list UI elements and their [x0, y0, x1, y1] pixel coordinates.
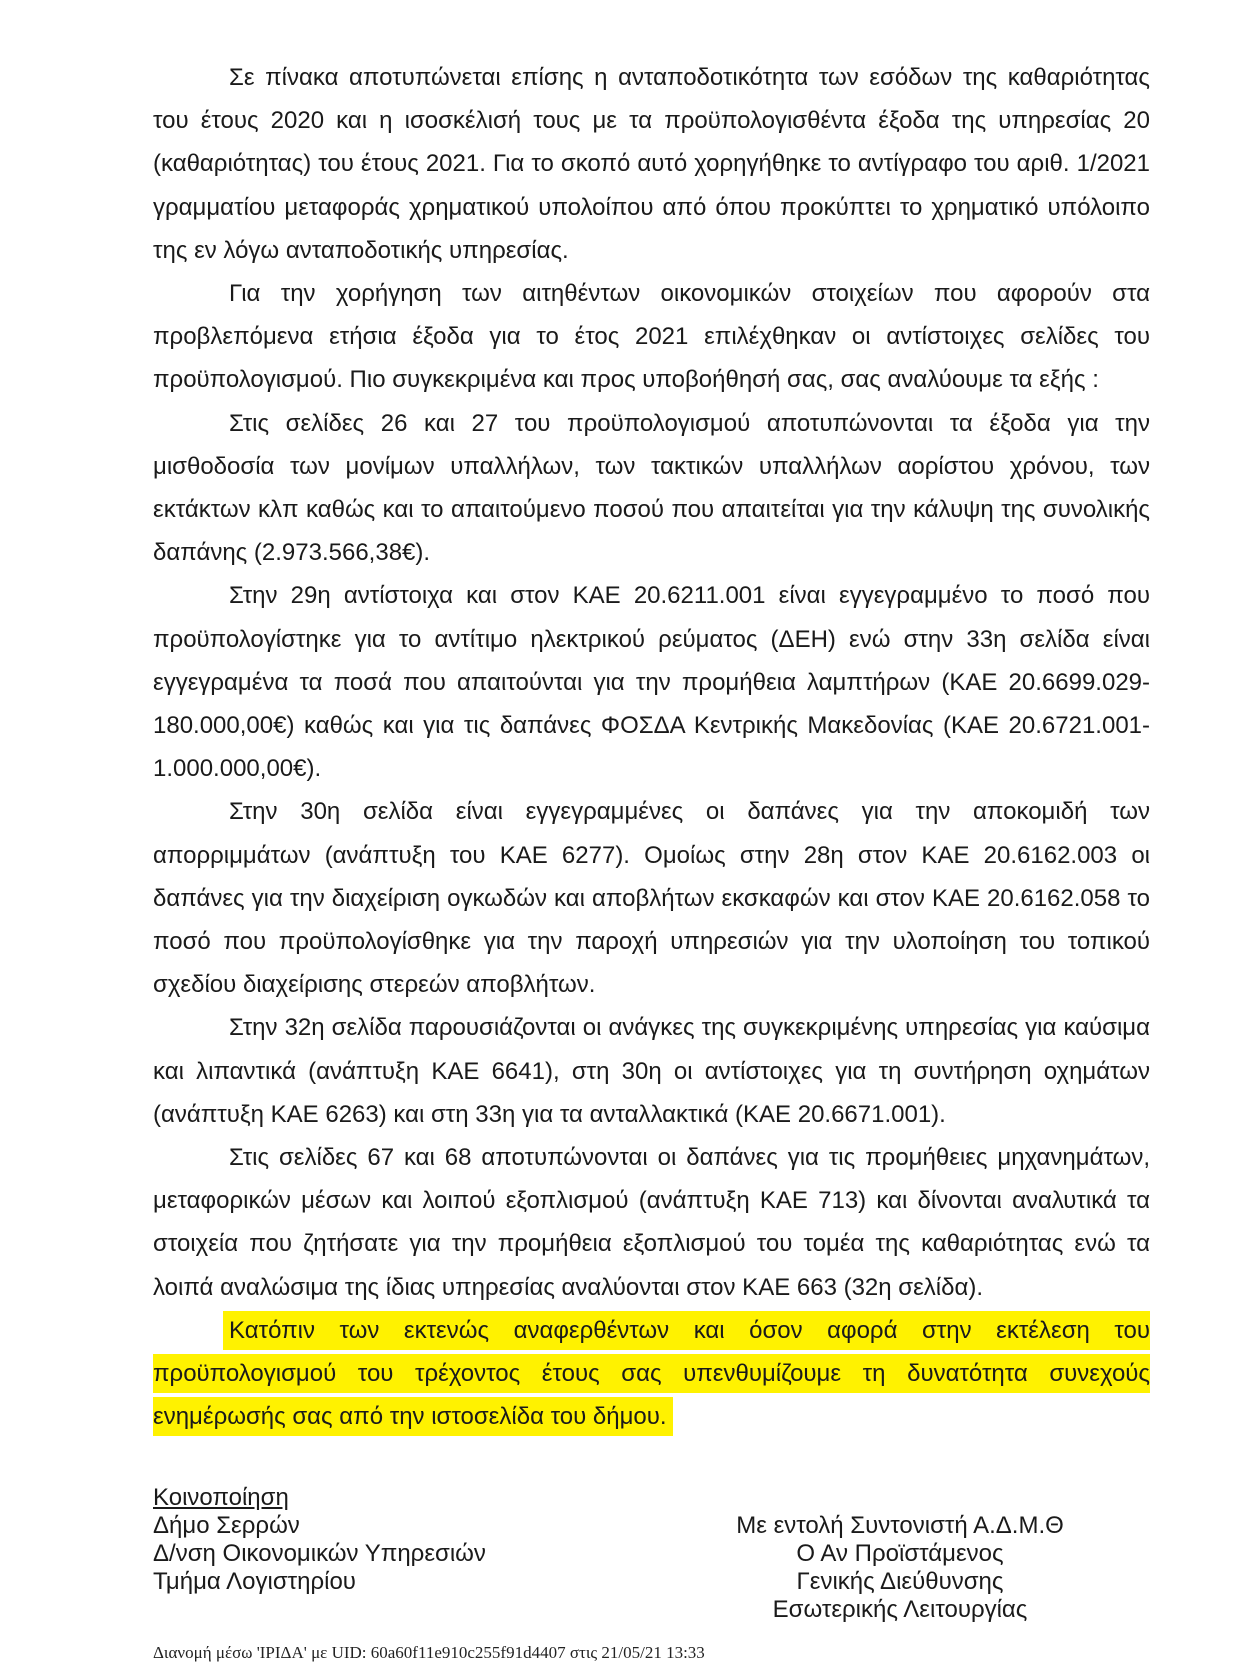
- highlighted-paragraph: [153, 1309, 1150, 1439]
- cc-recipient: Δήμο Σερρών: [153, 1512, 300, 1539]
- letter-body: [153, 56, 1150, 1439]
- cc-recipient: Τμήμα Λογιστηρίου: [153, 1568, 356, 1595]
- paragraph: Στην 32η σελίδα παρουσιάζονται οι ανάγκες της συγκεκριμένης υπηρεσίας για καύσιμα και λιπαντικά (ανάπτυξη ΚΑΕ 6641), στη 30η οι αντίστοιχες για τη συντήρηση οχημάτων (ανάπτυξη ΚΑΕ 6263) και στη 33η για τα ανταλλακτικά (ΚΑΕ 20.6671.001).: [153, 1014, 1150, 1128]
- paragraph: Στην 30η σελίδα είναι εγγεγραμμένες οι δαπάνες για την αποκομιδή των απορριμμάτων (ανάπτυξη του ΚΑΕ 6277). Ομοίως στην 28η στον ΚΑΕ 20.6162.003 οι δαπάνες για την διαχείριση ογκωδών και αποβλήτων εκσκαφών και στον ΚΑΕ 20.6162.058 το ποσό που προϋπολογίσθηκε για την παροχή υπηρεσιών για την υλοποίηση του τοπικού σχεδίου διαχείρισης στερεών αποβλήτων.: [153, 798, 1150, 999]
- paragraph: Για την χορήγηση των αιτηθέντων οικονομικών στοιχείων που αφορούν στα προβλεπόμενα ετήσια έξοδα για το έτος 2021 επιλέχθηκαν οι αντίστοιχες σελίδες του προϋπολογισμού. Πιο συγκεκριμένα και προς υποβοήθησή σας, σας αναλύουμε τα εξής :: [153, 280, 1150, 394]
- cc-heading: Κοινοποίηση: [153, 1484, 289, 1511]
- paragraph: Στις σελίδες 26 και 27 του προϋπολογισμού αποτυπώνονται τα έξοδα για την μισθοδοσία των μονίμων υπαλλήλων, των τακτικών υπαλλήλων αορίστου χρόνου, των εκτάκτων κλπ καθώς και το απαιτούμενο ποσού που απαιτείται για την κάλυψη της συνολικής δαπάνης (2.973.566,38€).: [153, 409, 1150, 567]
- signature-line: Με εντολή Συντονιστή Α.Δ.Μ.Θ: [736, 1512, 1064, 1539]
- paragraph: Σε πίνακα αποτυπώνεται επίσης η ανταποδοτικότητα των εσόδων της καθαριότητας του έτους 2020 και η ισοσκέλισή τους με τα προϋπολογισθέντα έξοδα της υπηρεσίας 20 (καθαριότητας) του έτους 2021. Για το σκοπό αυτό χορηγήθηκε το αντίγραφο του αριθ. 1/2021 γραμματίου μεταφοράς χρηματικού υπολοίπου από όπου προκύπτει το χρηματικό υπόλοιπο της εν λόγω ανταποδοτικής υπηρεσίας.: [153, 64, 1150, 264]
- signature-block: [660, 1512, 1140, 1624]
- cc-recipient: Δ/νση Οικονομικών Υπηρεσιών: [153, 1540, 486, 1567]
- signature-line: Γενικής Διεύθυνσης: [796, 1568, 1004, 1595]
- highlight-mark: Κατόπιν των εκτενώς αναφερθέντων και όσον αφορά στην εκτέλεση του προϋπολογισμού του τρέχοντος έτους σας υπενθυμίζουμε τη δυνατότητα συνεχούς ενημέρωσής σας από την ιστοσελίδα του δήμου.: [153, 1316, 1150, 1431]
- distribution-stamp: Διανομή μέσω 'ΙΡΙΔΑ' με UID: 60a60f11e910c255f91d4407 στις 21/05/21 13:33: [153, 1643, 705, 1662]
- paragraph: Στην 29η αντίστοιχα και στον ΚΑΕ 20.6211.001 είναι εγγεγραμμένο το ποσό που προϋπολογίστηκε για το αντίτιμο ηλεκτρικού ρεύματος (ΔΕΗ) ενώ στην 33η σελίδα είναι εγγεγραμένα τα ποσά που απαιτούνται για την προμήθεια λαμπτήρων (ΚΑΕ 20.6699.029- 180.000,00€) καθώς και για τις δαπάνες ΦΟΣΔΑ Κεντρικής Μακεδονίας (ΚΑΕ 20.6721.001- 1.000.000,00€).: [153, 582, 1150, 783]
- signature-line: Εσωτερικής Λειτουργίας: [772, 1596, 1028, 1623]
- signature-line: Ο Αν Προϊστάμενος: [796, 1540, 1004, 1567]
- cc-block: [153, 1484, 713, 1596]
- paragraph: Στις σελίδες 67 και 68 αποτυπώνονται οι δαπάνες για τις προμήθειες μηχανημάτων, μεταφορικών μέσων και λοιπού εξοπλισμού (ανάπτυξη ΚΑΕ 713) και δίνονται αναλυτικά τα στοιχεία που ζητήσατε για την προμήθεια εξοπλισμού του τομέα της καθαριότητας ενώ τα λοιπά αναλώσιμα της ίδιας υπηρεσίας αναλύονται στον ΚΑΕ 663 (32η σελίδα).: [153, 1144, 1150, 1301]
